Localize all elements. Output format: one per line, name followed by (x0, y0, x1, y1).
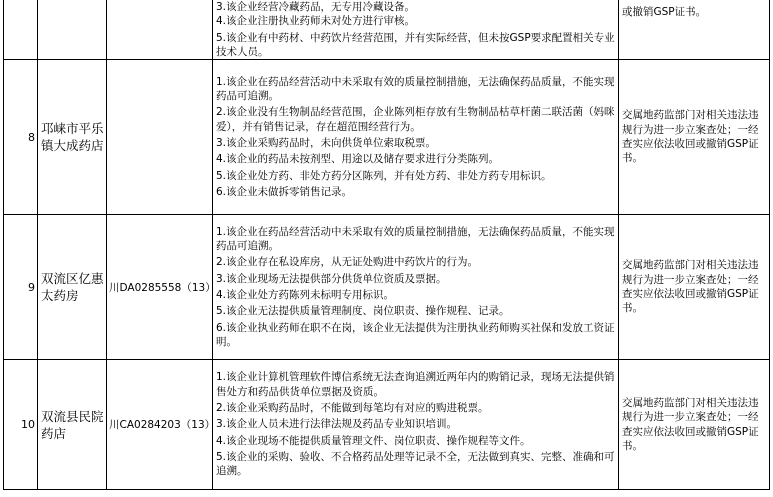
issue-item: 4.该企业处方药陈列未标明专用标识。 (216, 289, 395, 301)
issues-cell (213, 215, 619, 359)
license-cell (107, 215, 216, 359)
issue-item: 3.该企业人员未进行法律法规及药品专业知识培训。 (216, 418, 458, 431)
issue-item: 6.该企业未做拆零销售记录。 (216, 185, 353, 198)
issues-cell (213, 60, 619, 214)
row-number-cell (3, 0, 38, 59)
table-row (3, 360, 770, 490)
issue-item: 3.该企业经营冷藏药品，无专用冷藏设备。 (216, 1, 416, 13)
row-number: 9 (28, 280, 35, 294)
issue-item: 1.该企业计算机管理软件博信系统无法查询追溯近两年内的购销记录，现场无法提供销售处方和药品供货单位票据及资质。 (216, 371, 615, 398)
issue-item: 2.该企业存在私设库房，从无证处购进中药饮片的行为。 (216, 256, 479, 269)
store-name-cell (38, 360, 107, 489)
issue-item: 5.该企业无法提供质量管理制度、岗位职责、操作规程、记录。 (216, 305, 510, 318)
license-cell (107, 0, 213, 59)
license-number: 川CA0284203（13） (109, 419, 216, 431)
action-cell (619, 60, 770, 214)
row-number-cell (3, 215, 38, 359)
issues-cell (213, 360, 619, 489)
row-number-cell (3, 360, 38, 489)
license-cell (107, 60, 213, 214)
issue-item: 1.该企业在药品经营活动中未采取有效的质量控制措施，无法确保药品质量，不能实现药品可追溯。 (216, 75, 615, 103)
license-cell (107, 360, 216, 489)
action-cell (619, 360, 770, 489)
row-number-cell (3, 60, 38, 214)
action-text: 交属地药监部门对相关违法违规行为进一步立案查处；一经查实应依法收回或撤销GSP证书。 (622, 396, 759, 452)
issue-item: 1.该企业在药品经营活动中未采取有效的质量控制措施，无法确保药品质量，不能实现药品可追溯。 (216, 225, 615, 253)
table-row (3, 215, 770, 360)
license-number: 川DA0285558（13） (109, 281, 216, 294)
issue-item: 2.该企业没有生物制品经营范围，企业陈列柜存放有生物制品枯草杆菌二联活菌（妈咪爱），并有销售记录，存在超范围经营行为。 (216, 106, 615, 133)
store-name: 双流县民院药店 (41, 408, 104, 441)
store-name-cell (38, 0, 107, 59)
table-row (3, 60, 770, 215)
inspection-table (3, 0, 770, 490)
action-cell (619, 0, 770, 59)
issue-item: 3.该企业现场无法提供部分供货单位资质及票据。 (216, 272, 447, 285)
store-name: 双流区亿惠太药房 (41, 271, 104, 303)
issue-item: 5.该企业处方药、非处方药分区陈列，并有处方药、非处方药专用标识。 (216, 169, 552, 182)
issues-cell (213, 0, 619, 59)
issue-item: 4.该企业注册执业药师未对处方进行审核。 (216, 15, 416, 28)
store-name-cell (38, 215, 107, 359)
store-name: 邛崃市平乐镇大成药店 (41, 121, 104, 153)
issue-item: 2.该企业采购药品时，不能做到每笔均有对应的购进税票。 (216, 402, 489, 415)
row-number: 8 (28, 130, 35, 144)
issue-item: 4.该企业现场不能提供质量管理文件、岗位职责、操作规程等文件。 (216, 434, 531, 447)
row-number: 10 (21, 418, 35, 431)
action-text: 交属地药监部门对相关违法违规行为进一步立案查处；一经查实应依法收回或撤销GSP证书。 (622, 109, 759, 165)
store-name-cell (38, 60, 107, 214)
action-text: 交属地药监部门对相关违法违规行为进一步立案查处；一经查实应依法收回或撤销GSP证书。 (622, 259, 759, 315)
issue-item: 3.该企业采购药品时，未向供货单位索取税票。 (216, 137, 437, 149)
action-text: 或撤销GSP证书。 (622, 6, 707, 18)
issue-item: 5.该企业的采购、验收、不合格药品处理等记录不全，无法做到真实、完整、准确和可追溯。 (216, 450, 615, 478)
issue-item: 5.该企业有中药材、中药饮片经营范围，并有实际经营，但未按GSP要求配置相关专业技术人员。 (216, 31, 615, 58)
issue-item: 4.该企业的药品未按剂型、用途以及储存要求进行分类陈列。 (216, 153, 500, 166)
issue-item: 6.该企业执业药师在职不在岗，该企业无法提供为注册执业药师购买社保和发放工资证明。 (216, 321, 615, 348)
action-cell (619, 215, 770, 359)
table-row (3, 0, 770, 60)
